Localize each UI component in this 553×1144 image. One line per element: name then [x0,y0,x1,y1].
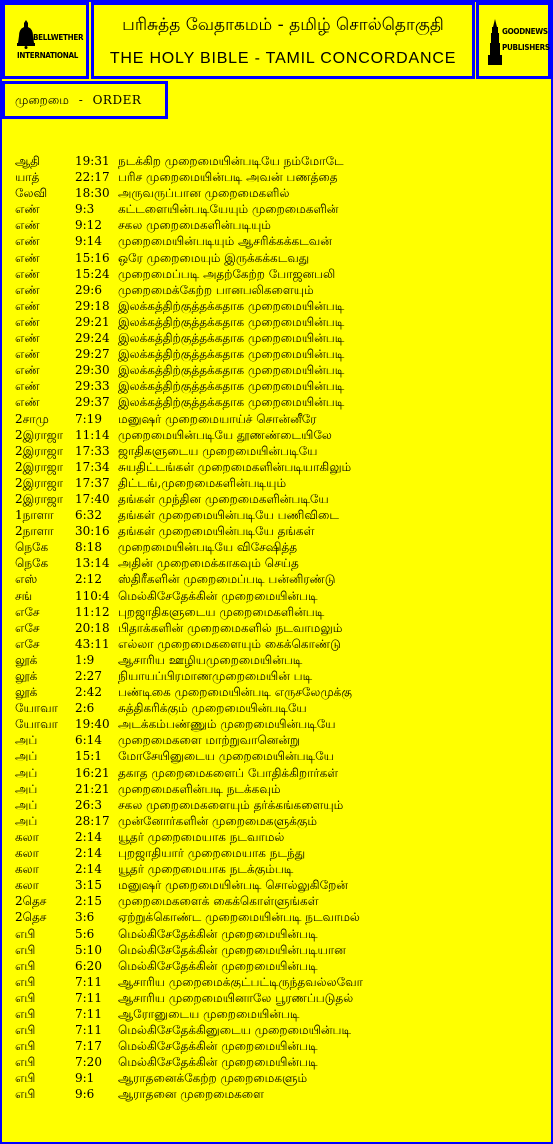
verse-book: எண் [15,314,40,329]
verse-text: சகல முறைமைகளையும் தர்க்கங்களையும் [118,797,344,812]
goodnews-line2: PUBLISHERS [502,43,550,52]
verse-entry [15,233,545,249]
verse-book: எசே [15,636,40,651]
verse-entry [15,475,545,491]
verse-text: கட்டளையின்படியேயும் முறைமைகளின் [118,202,339,217]
verse-reference: 9:3 [75,202,95,217]
verse-text: ஒரே முறைமையும் இருக்கக்கடவது [118,250,310,265]
verse-entry [15,974,545,990]
verse-book: 2இராஜா [15,491,64,506]
verse-reference: 7:19 [75,411,102,426]
verse-entry [15,153,545,169]
title-english: THE HOLY BIBLE - TAMIL CONCORDANCE [109,50,457,67]
verse-text: மெல்கிசேதேக்கின் முறைமையின்படியான [118,942,346,957]
verse-entry [15,507,545,523]
verse-reference: 22:17 [75,170,110,185]
verse-entry [15,893,545,909]
verse-reference: 110:4 [75,588,110,603]
verse-text: ஆரோனுடைய முறைமையின்படி [118,1006,300,1021]
verse-entry [15,298,545,314]
verse-book: லூக் [15,685,38,700]
tower-icon [487,19,503,65]
verse-entry [15,427,545,443]
verse-book: எபி [15,926,36,941]
verse-reference: 15:16 [75,250,110,265]
verse-entry [15,539,545,555]
verse-reference: 2:42 [75,685,102,700]
verse-book: எண் [15,363,40,378]
search-word-english: ORDER [92,93,142,107]
verse-entry [15,829,545,845]
verse-book: எபி [15,942,36,957]
verse-entry [15,765,545,781]
verse-text: தங்கள் முந்தின முறைமைகளின்படியே [118,491,329,506]
verse-reference: 7:11 [75,990,102,1005]
verse-book: எசே [15,604,40,619]
verse-entry [15,588,545,604]
verse-reference: 21:21 [75,781,110,796]
concordance-page [2,2,551,1142]
verse-reference: 17:40 [75,491,110,506]
verse-text: புறஜாதியார் முறைமையாக நடந்து [118,846,306,861]
verse-text: அருவருப்பான முறைமைகளில் [118,186,290,201]
verse-list [15,153,545,1103]
verse-text: இலக்கத்திற்குத்தக்கதாக முறைமையின்படி [118,363,345,378]
verse-entry [15,861,545,877]
verse-text: பிதாக்களின் முறைமைகளில் நடவாமலும் [118,620,343,635]
verse-book: 2இராஜா [15,459,64,474]
verse-text: யூதர் முறைமையாக நடவாமல் [118,829,285,844]
verse-entry [15,877,545,893]
verse-book: எண் [15,379,40,394]
verse-text: முறைமைக்கேற்ற பானபலிகளையும் [118,282,314,297]
verse-entry [15,813,545,829]
verse-reference: 7:20 [75,1055,102,1070]
verse-entry [15,716,545,732]
verse-reference: 7:17 [75,1039,102,1054]
verse-text: ஆசாரிய முறைமைக்குட்பட்டிருந்தவல்லவோ [118,974,363,989]
verse-text: புறஜாதிகளுடைய முறைமைகளின்படி [118,604,325,619]
verse-entry [15,1086,545,1102]
verse-text: முறைமைகளின்படி நடக்கவும் [118,781,281,796]
verse-entry [15,523,545,539]
verse-text: நடக்கிற முறைமையின்படியே நம்மோடே [118,154,344,168]
verse-book: 2இராஜா [15,443,64,458]
verse-book: லூக் [15,669,38,683]
verse-book: எஸ் [15,572,38,587]
verse-entry [15,571,545,587]
verse-entry [15,169,545,185]
verse-entry [15,620,545,636]
verse-reference: 17:34 [75,459,110,474]
bellwether-line2: INTERNATIONAL [17,51,79,60]
verse-book: அப் [15,781,38,796]
verse-entry [15,909,545,925]
verse-reference: 7:11 [75,1006,102,1021]
verse-book: ஆதி [15,154,41,168]
verse-entry [15,185,545,201]
verse-text: முறைமையின்படியும் ஆசரிக்கக்கடவன் [118,234,332,249]
verse-book: எபி [15,1039,36,1054]
verse-text: ஆராதனை முறைமைகளை [118,1087,264,1102]
verse-reference: 15:24 [75,266,110,281]
goodnews-logo [479,5,548,76]
verse-book: அப் [15,813,38,828]
verse-text: எல்லா முறைமைகளையும் கைக்கொண்டு [118,636,341,651]
verse-entry [15,748,545,764]
verse-text: மெல்கிசேதேக்கின் முறைமையின்படி [118,1055,318,1070]
verse-reference: 8:18 [75,540,102,555]
verse-book: அப் [15,733,38,748]
verse-reference: 5:6 [75,926,95,941]
verse-reference: 29:21 [75,314,110,329]
verse-reference: 6:32 [75,508,102,523]
verse-text: இலக்கத்திற்குத்தக்கதாக முறைமையின்படி [118,395,345,410]
verse-book: அப் [15,765,38,780]
verse-reference: 29:33 [75,379,110,394]
verse-entry [15,652,545,668]
verse-reference: 7:11 [75,1023,102,1038]
verse-reference: 2:6 [75,701,95,716]
verse-text: நியாயப்பிரமாணமுறைமையின் படி [118,669,313,683]
verse-book: 2தெச [15,910,47,925]
verse-book: லேவி [15,186,48,201]
verse-book: அப் [15,797,38,812]
verse-book: 2நாளா [15,524,54,539]
verse-text: மெல்கிசேதேக்கின் முறைமையின்படி [118,958,318,973]
verse-book: சங் [15,588,33,603]
verse-reference: 29:27 [75,347,110,362]
verse-book: நெகே [15,556,49,571]
verse-book: எண் [15,202,40,217]
verse-book: யோவா [15,701,58,716]
verse-book: எபி [15,1023,36,1038]
verse-entry [15,942,545,958]
verse-reference: 26:3 [75,797,102,812]
verse-reference: 11:14 [75,427,110,442]
verse-reference: 2:14 [75,829,102,844]
verse-reference: 6:14 [75,733,102,748]
verse-text: மனுஷர் முறைமையின்படி சொல்லுகிறேன் [118,878,348,893]
verse-reference: 7:11 [75,974,102,989]
verse-entry [15,217,545,233]
verse-entry [15,411,545,427]
verse-book: எண் [15,250,40,265]
verse-entry [15,266,545,282]
verse-reference: 3:15 [75,878,102,893]
search-word-separator: - [78,93,83,107]
verse-book: எபி [15,1087,36,1102]
verse-book: 2சாமு [15,411,49,426]
verse-book: 2தெச [15,894,47,909]
title-box [91,2,475,79]
verse-book: எண் [15,347,40,362]
verse-reference: 29:18 [75,298,110,313]
verse-text: இலக்கத்திற்குத்தக்கதாக முறைமையின்படி [118,347,345,362]
verse-text: மெல்கிசேதேக்கின் முறைமையின்படி [118,1039,318,1054]
verse-reference: 28:17 [75,813,110,828]
verse-text: முறைமையின்படியே விசேஷித்த [118,540,298,555]
verse-text: யூதர் முறைமையாக நடக்கும்படி [118,862,294,877]
verse-text: ஆசாரிய ஊழியமுறைமையின்படி [118,652,303,667]
search-word-box [2,81,168,119]
goodnews-line1: GOODNEWS [502,27,548,36]
verse-book: கலா [15,878,39,893]
verse-text: சுயதிட்டங்கள் முறைமைகளின்படியாகிலும் [118,459,352,474]
verse-text: பரிச முறைமையின்படி அவன் பணத்தை [118,170,338,185]
verse-reference: 30:16 [75,524,110,539]
verse-text: அதின் முறைமைக்காகவும் செய்த [118,556,299,571]
verse-entry [15,1070,545,1086]
verse-text: சகல முறைமைகளின்படியும் [118,218,271,233]
verse-reference: 17:33 [75,443,110,458]
verse-entry [15,362,545,378]
verse-book: எசே [15,620,40,635]
verse-book: 1நாளா [15,508,54,523]
verse-text: தங்கள் முறைமையின்படியே பணிவிடை [118,508,339,523]
search-word [15,93,141,109]
verse-book: எபி [15,1071,36,1086]
verse-entry [15,636,545,652]
verse-entry [15,958,545,974]
verse-reference: 2:14 [75,846,102,861]
verse-book: யோவா [15,717,58,732]
verse-text: முறைமைப்படி அதற்கேற்ற போஜனபலி [118,266,336,281]
verse-reference: 29:37 [75,395,110,410]
verse-reference: 2:27 [75,669,102,683]
verse-text: தகாத முறைமைகளைப் போதிக்கிறார்கள் [118,765,339,780]
verse-book: நெகே [15,540,49,555]
verse-entry [15,555,545,571]
verse-entry [15,378,545,394]
verse-text: ஸ்திரீகளின் முறைமைப்படி பன்னிரண்டு [118,572,336,587]
verse-entry [15,732,545,748]
verse-text: இலக்கத்திற்குத்தக்கதாக முறைமையின்படி [118,314,345,329]
verse-book: எண் [15,218,40,233]
verse-text: ஜாதிகளுடைய முறைமையின்படியே [118,443,318,458]
verse-text: மெல்கிசேதேக்கின் முறைமையின்படி [118,588,318,603]
verse-entry [15,700,545,716]
verse-book: எபி [15,958,36,973]
verse-text: பண்டிகை முறைமையின்படி எருசலேமுக்கு [118,685,352,700]
verse-text: மெல்கிசேதேக்கின் முறைமையின்படி [118,926,318,941]
verse-entry [15,990,545,1006]
verse-entry [15,491,545,507]
verse-text: முறைமையின்படியே தூணண்டையிலே [118,427,332,442]
verse-entry [15,314,545,330]
verse-entry [15,201,545,217]
verse-entry [15,282,545,298]
goodnews-logo-box [476,2,551,79]
verse-entry [15,443,545,459]
verse-text: முறைமைகளைக் கைக்கொள்ளுங்கள் [118,894,319,909]
verse-reference: 9:1 [75,1071,95,1086]
verse-book: எண் [15,282,40,297]
verse-book: அப் [15,749,38,764]
verse-text: தங்கள் முறைமையின்படியே தங்கள் [118,524,315,539]
verse-reference: 3:6 [75,910,95,925]
verse-text: ஆராதனைக்கேற்ற முறைமைகளும் [118,1071,308,1086]
verse-reference: 2:14 [75,862,102,877]
verse-text: முறைமைகளை மாற்றுவானென்று [118,733,301,748]
verse-reference: 29:30 [75,363,110,378]
verse-book: கலா [15,862,39,877]
verse-reference: 19:40 [75,717,110,732]
verse-reference: 15:1 [75,749,102,764]
verse-text: இலக்கத்திற்குத்தக்கதாக முறைமையின்படி [118,331,345,346]
verse-reference: 6:20 [75,958,102,973]
verse-reference: 5:10 [75,942,102,957]
verse-entry [15,797,545,813]
verse-text: திட்டங்,முறைமைகளின்படியும் [118,475,287,490]
verse-book: 2இராஜா [15,475,64,490]
verse-reference: 16:21 [75,765,110,780]
verse-reference: 20:18 [75,620,110,635]
verse-reference: 19:31 [75,154,110,168]
bellwether-logo-box [2,2,89,79]
verse-reference: 9:14 [75,234,102,249]
verse-entry [15,394,545,410]
verse-entry [15,781,545,797]
bellwether-line1: BELLWETHER [33,33,84,42]
verse-reference: 11:12 [75,604,110,619]
verse-reference: 1:9 [75,652,95,667]
verse-book: கலா [15,829,39,844]
verse-book: 2இராஜா [15,427,64,442]
verse-text: இலக்கத்திற்குத்தக்கதாக முறைமையின்படி [118,298,345,313]
verse-book: யாத் [15,170,40,185]
verse-text: முன்னோர்களின் முறைமைகளுக்கும் [118,813,317,828]
verse-entry [15,330,545,346]
verse-text: மனுஷர் முறைமையாய்ச் சொன்னீரே [118,411,317,426]
verse-reference: 13:14 [75,556,110,571]
verse-entry [15,668,545,684]
verse-entry [15,604,545,620]
verse-book: லூக் [15,652,38,667]
search-word-tamil: முறைமை [15,93,69,107]
verse-book: எண் [15,331,40,346]
verse-reference: 29:24 [75,331,110,346]
bellwether-logo [5,5,86,76]
verse-text: சுத்திகரிக்கும் முறைமையின்படியே [118,701,307,716]
verse-entry [15,346,545,362]
verse-entry [15,845,545,861]
verse-reference: 29:6 [75,282,102,297]
verse-text: மெல்கிசேதேக்கினுடைய முறைமையின்படி [118,1023,352,1038]
verse-text: மோசேயினுடைய முறைமையின்படியே [118,749,334,764]
verse-entry [15,459,545,475]
verse-reference: 43:11 [75,636,110,651]
verse-book: எபி [15,1055,36,1070]
verse-book: கலா [15,846,39,861]
verse-text: அடக்கம்பண்ணும் முறைமையின்படியே [118,717,336,732]
verse-reference: 9:12 [75,218,102,233]
verse-book: எபி [15,990,36,1005]
verse-reference: 17:37 [75,475,110,490]
verse-reference: 9:6 [75,1087,95,1102]
verse-entry [15,684,545,700]
verse-reference: 2:12 [75,572,102,587]
verse-entry [15,1022,545,1038]
verse-reference: 2:15 [75,894,102,909]
verse-book: எபி [15,974,36,989]
verse-book: எபி [15,1006,36,1021]
title-tamil: பரிசுத்த வேதாகமம் - தமிழ் சொல்தொகுதி [122,15,444,35]
verse-text: ஏற்றுக்கொண்ட முறைமையின்படி நடவாமல் [118,910,360,925]
verse-book: எண் [15,395,40,410]
verse-reference: 18:30 [75,186,110,201]
verse-entry [15,1038,545,1054]
verse-entry [15,1006,545,1022]
verse-book: எண் [15,234,40,249]
verse-text: இலக்கத்திற்குத்தக்கதாக முறைமையின்படி [118,379,345,394]
verse-book: எண் [15,266,40,281]
verse-text: ஆசாரிய முறைமையினாலே பூரணப்படுதல் [118,990,354,1005]
verse-entry [15,1054,545,1070]
verse-book: எண் [15,298,40,313]
verse-entry [15,250,545,266]
verse-entry [15,926,545,942]
